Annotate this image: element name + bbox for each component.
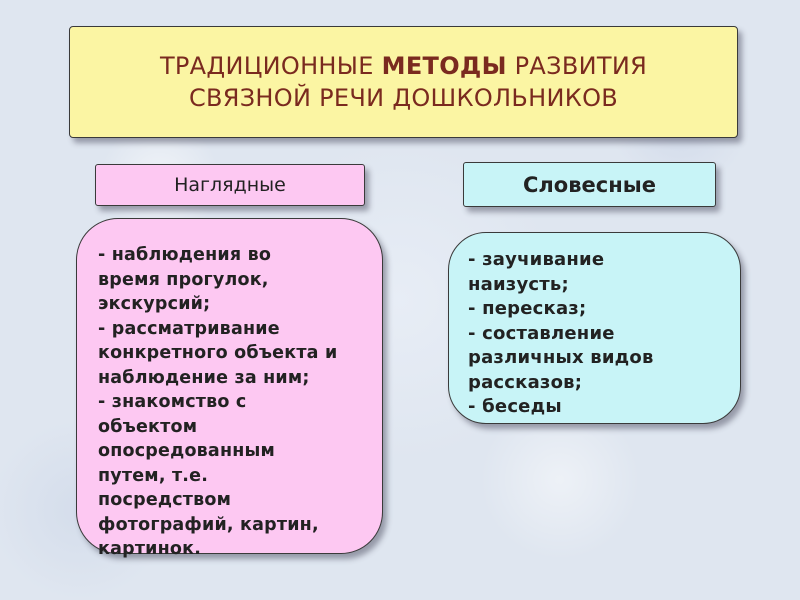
list-item: - пересказ; bbox=[468, 298, 587, 319]
verbal-methods-heading bbox=[463, 162, 716, 207]
visual-heading-label: Наглядные bbox=[174, 174, 286, 196]
list-item: фотографий, картин, bbox=[98, 514, 319, 535]
verbal-methods-text bbox=[468, 248, 654, 420]
list-item: наблюдение за ним; bbox=[98, 367, 310, 388]
list-item: экскурсий; bbox=[98, 294, 211, 314]
list-item: различных видов bbox=[468, 347, 654, 368]
list-item: объектом bbox=[98, 416, 198, 437]
verbal-methods-list bbox=[448, 232, 741, 424]
title-line-1 bbox=[160, 50, 647, 82]
verbal-heading-label: Словесные bbox=[523, 172, 656, 197]
title-box bbox=[69, 26, 738, 138]
list-item: - составление bbox=[468, 322, 615, 344]
list-item: рассказов; bbox=[468, 371, 583, 393]
title-line-2: СВЯЗНОЙ РЕЧИ ДОШКОЛЬНИКОВ bbox=[188, 84, 619, 112]
list-item: картинок. bbox=[98, 539, 202, 559]
title-suffix: РАЗВИТИЯ bbox=[506, 52, 648, 80]
list-item: наизусть; bbox=[468, 273, 569, 295]
list-item: - заучивание bbox=[468, 249, 605, 270]
list-item: путем, т.е. bbox=[98, 465, 209, 486]
list-item: - рассматривание bbox=[98, 318, 280, 339]
title-prefix: ТРАДИЦИОННЫЕ bbox=[159, 52, 382, 80]
list-item: опосредованным bbox=[98, 441, 276, 461]
list-item: - знакомство с bbox=[98, 392, 247, 412]
visual-methods-heading bbox=[95, 164, 365, 206]
visual-methods-text bbox=[98, 243, 337, 562]
visual-methods-list bbox=[76, 218, 383, 559]
list-item: время прогулок, bbox=[98, 269, 269, 290]
list-item: конкретного объекта и bbox=[98, 343, 338, 363]
title-bold-word: МЕТОДЫ bbox=[381, 52, 507, 80]
list-item: - беседы bbox=[468, 396, 562, 417]
list-item: - наблюдения во bbox=[98, 245, 272, 265]
list-item: посредством bbox=[98, 490, 232, 510]
